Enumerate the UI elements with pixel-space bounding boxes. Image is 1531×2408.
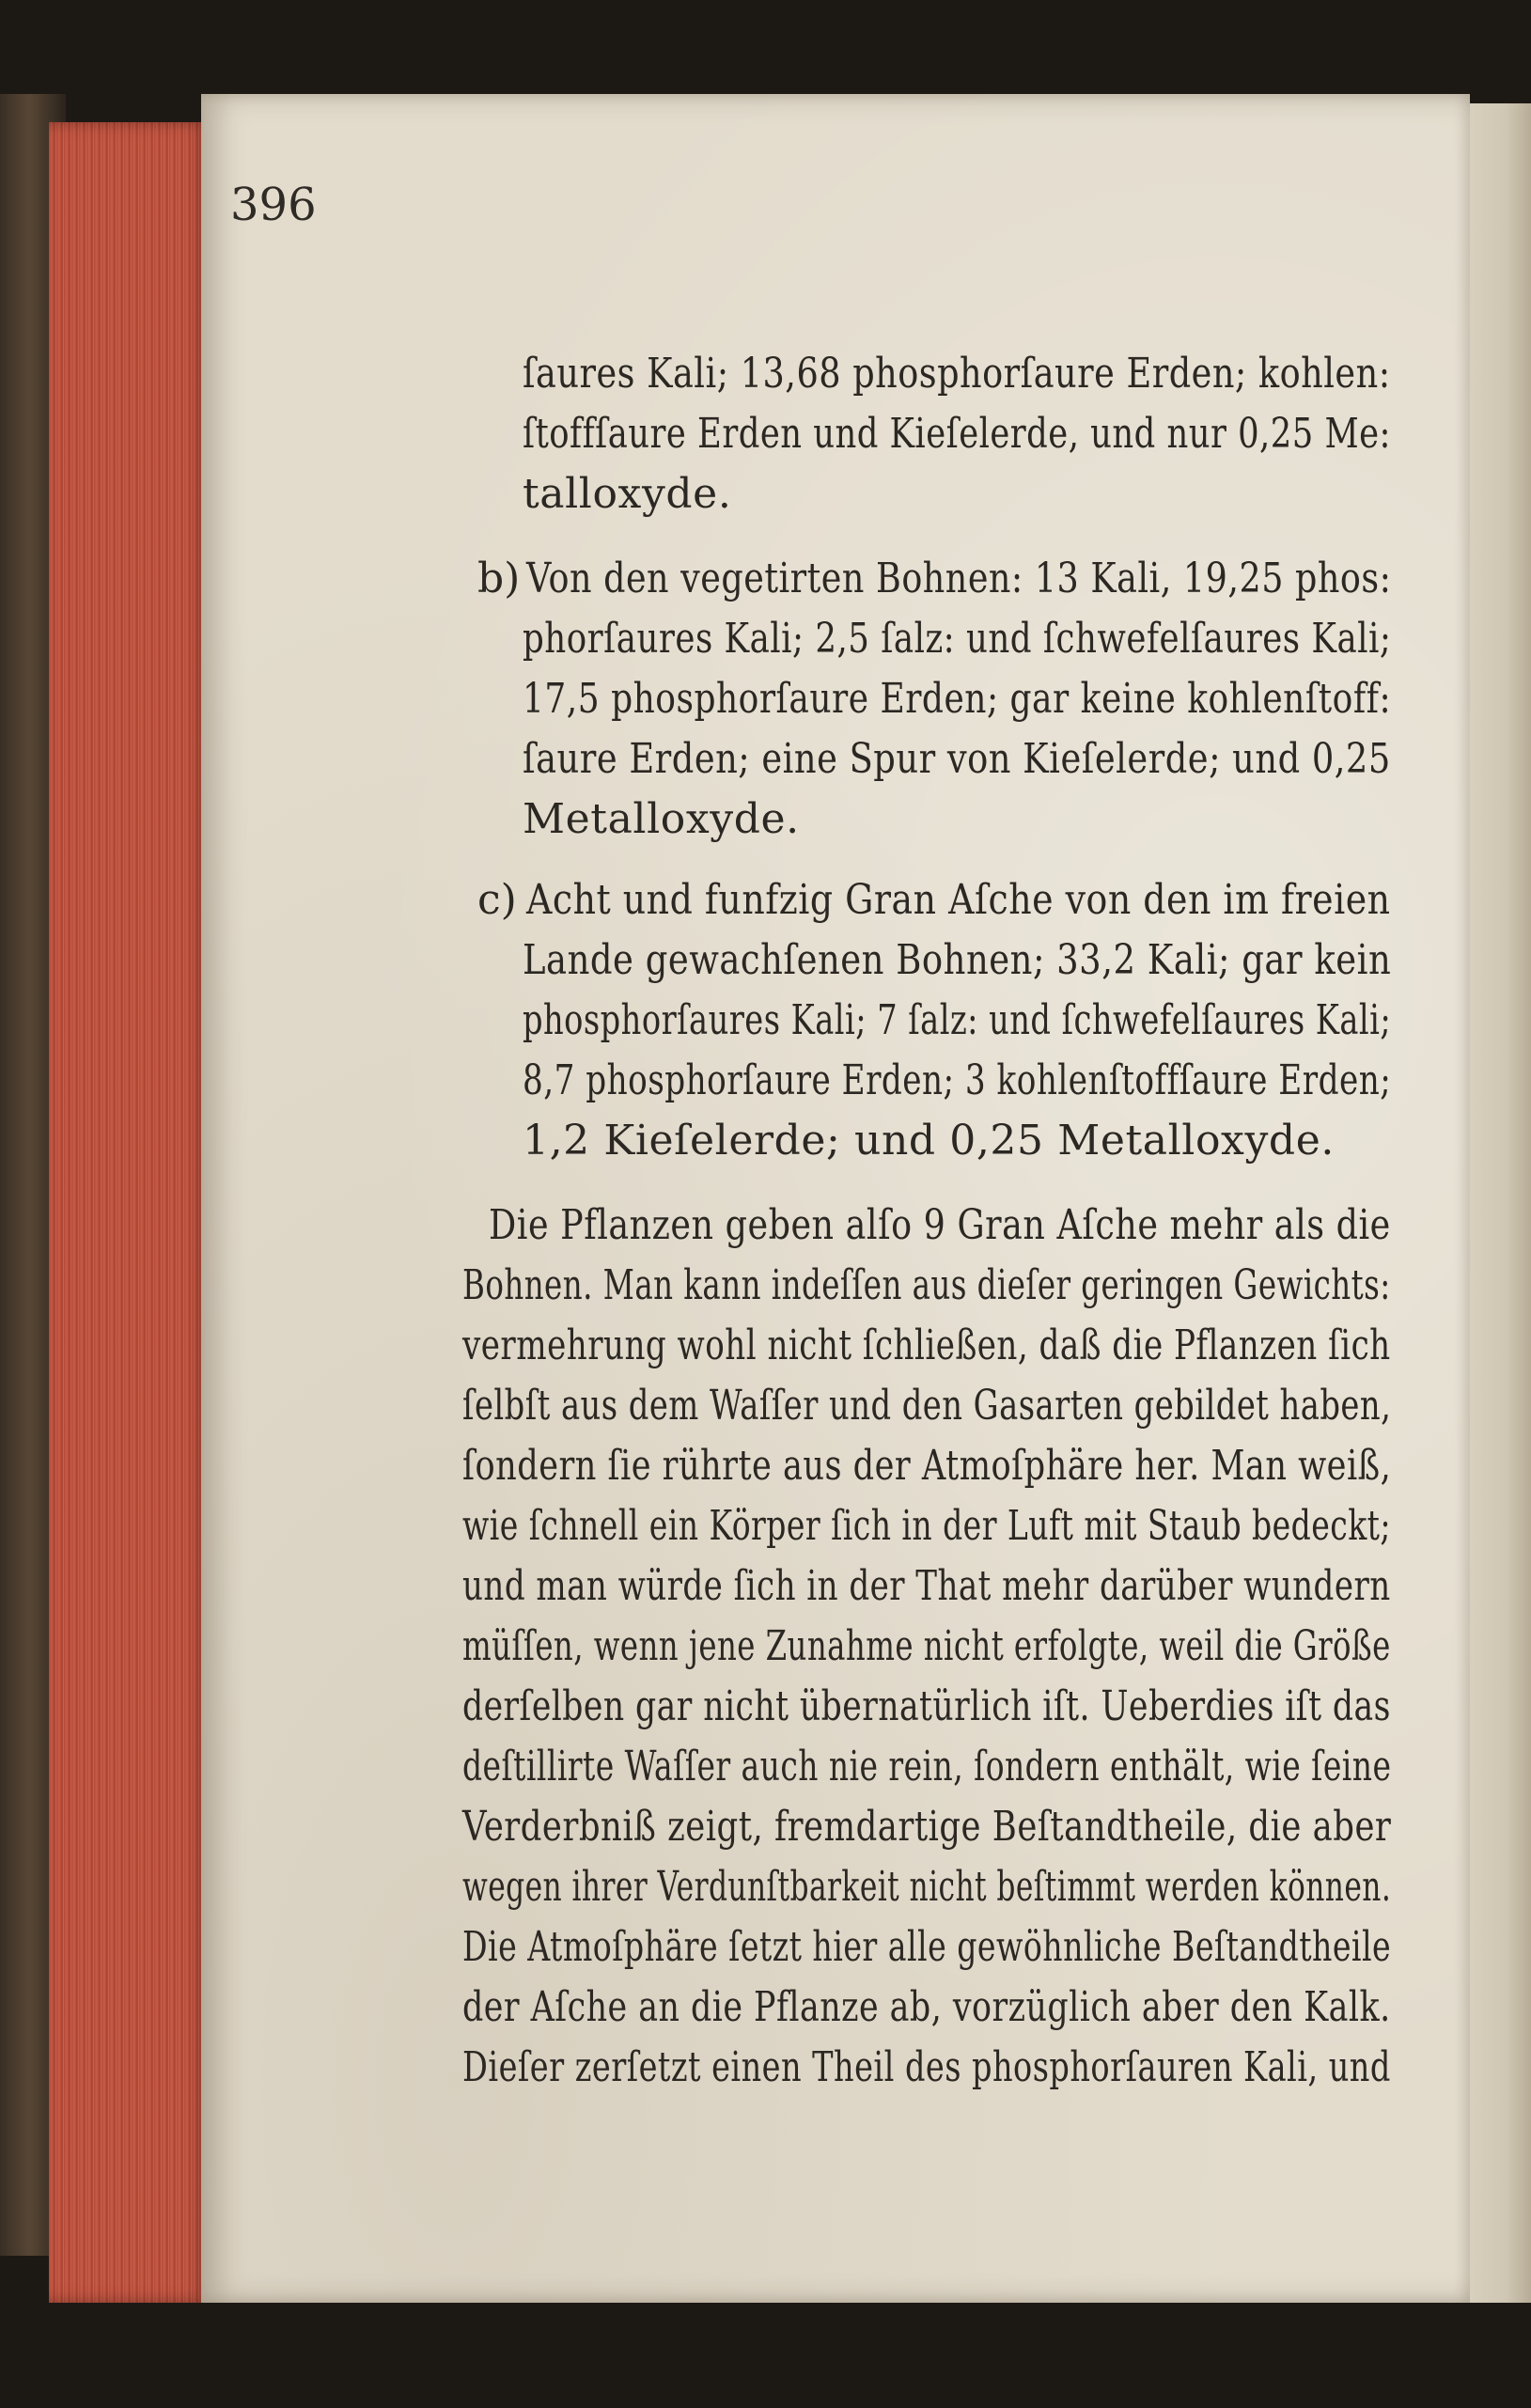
paragraph-line-8: müſſen, wenn jene Zunahme nicht erfolgte, weil die Größe bbox=[462, 1622, 1391, 1670]
item-c-label: c) bbox=[477, 876, 517, 924]
item-c-line-5: 1,2 Kieſelerde; und 0,25 Metalloxyde. bbox=[523, 1117, 1335, 1165]
paragraph-line-1: Die Pflanzen geben alſo 9 Gran Aſche mehr als die bbox=[489, 1201, 1391, 1249]
paragraph-line-9: derſelben gar nicht übernatürlich iſt. Ueberdies iſt das bbox=[462, 1682, 1391, 1730]
item-c-line-2: Lande gewachſenen Bohnen; 33,2 Kali; gar kein bbox=[523, 936, 1392, 984]
item-b-line-1: Von den vegetirten Bohnen: 13 Kali, 19,25 phos: bbox=[526, 555, 1392, 602]
paragraph-line-12: wegen ihrer Verdunſtbarkeit nicht beſtimmt werden können. bbox=[462, 1863, 1392, 1911]
page-number: 396 bbox=[230, 179, 317, 231]
item-c-line-1: Acht und funfzig Gran Aſche von den im freien bbox=[526, 876, 1391, 924]
item-b-label: b) bbox=[477, 555, 521, 602]
paragraph-line-13: Die Atmoſphäre ſetzt hier alle gewöhnliche Beſtandtheile bbox=[462, 1923, 1392, 1971]
item-b-line-5: Metalloxyde. bbox=[523, 795, 800, 843]
paragraph-line-11: Verderbniß zeigt, fremdartige Beſtandtheile, die aber bbox=[462, 1803, 1392, 1851]
item-c-line-3: phosphorſaures Kali; 7 ſalz: und ſchwefelſaures Kali; bbox=[523, 996, 1392, 1044]
item-a-line-1: ſaures Kali; 13,68 phosphorſaure Erden; kohlen: bbox=[523, 350, 1391, 398]
paragraph-line-2: Bohnen. Man kann indeſſen aus dieſer geringen Gewichts: bbox=[462, 1261, 1391, 1309]
paragraph-line-6: wie ſchnell ein Körper ſich in der Luft mit Staub bedeckt; bbox=[462, 1502, 1391, 1550]
item-a-line-3: talloxyde. bbox=[523, 470, 732, 518]
item-b-line-4: ſaure Erden; eine Spur von Kieſelerde; und 0,25 bbox=[523, 735, 1391, 783]
paragraph-line-15: Dieſer zerſetzt einen Theil des phosphorſauren Kali, und bbox=[462, 2043, 1391, 2091]
paragraph-line-14: der Aſche an die Pflanze ab, vorzüglich aber den Kalk. bbox=[462, 1983, 1391, 2031]
paragraph-line-4: ſelbſt aus dem Waſſer und den Gasarten gebildet haben, bbox=[462, 1382, 1392, 1430]
item-c-line-4: 8,7 phosphorſaure Erden; 3 kohlenſtoffſaure Erden; bbox=[523, 1056, 1392, 1104]
facing-page-edge bbox=[1470, 103, 1531, 2303]
item-a-line-2: ſtoffſaure Erden und Kieſelerde, und nur 0,25 Me: bbox=[523, 410, 1391, 458]
paragraph-line-10: deſtillirte Waſſer auch nie rein, ſondern enthält, wie ſeine bbox=[462, 1743, 1392, 1790]
page-edges bbox=[49, 122, 211, 2303]
paragraph-line-3: vermehrung wohl nicht ſchließen, daß die Pflanzen ſich bbox=[462, 1321, 1391, 1369]
item-b-line-3: 17,5 phosphorſaure Erden; gar keine kohlenſtoff: bbox=[523, 675, 1392, 723]
item-b-line-2: phorſaures Kali; 2,5 ſalz: und ſchwefelſaures Kali; bbox=[523, 615, 1392, 663]
paragraph-line-5: ſondern ſie rührte aus der Atmoſphäre her. Man weiß, bbox=[462, 1442, 1392, 1490]
paragraph-line-7: und man würde ſich in der That mehr darüber wundern bbox=[462, 1562, 1391, 1610]
